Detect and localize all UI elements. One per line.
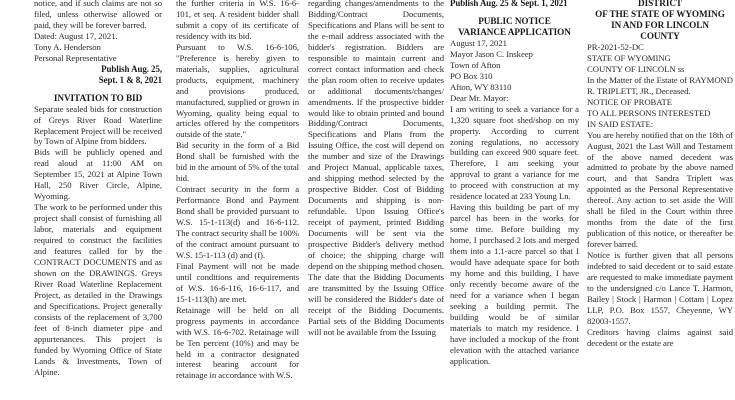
address-line-4: Afton, WY 83110 xyxy=(450,81,512,92)
bid-criteria-paragraph: the further criteria in W.S. 16-6-101, et seq. A resident bidder shall submit a copy of its certificate of residency with its bid. xyxy=(176,0,299,41)
column-1 xyxy=(34,0,162,377)
variance-paragraph-2: Having this building be part of my parcel has been in the works for some time. Before building my home, I purchased 2 lots and merged them into a 1.1-acre parcel so that I would have adequate space for both my home and this building. I have only recently become aware of the need for a variance when I began seeking a building permit. The building would be of similar materials to match my residence. I have included a mockup of the front elevation with the attached variance application. xyxy=(450,202,579,366)
notice-of-probate-line-2: TO ALL PERSONS INTERESTED xyxy=(587,107,711,118)
signer-title: Personal Representative xyxy=(34,52,117,63)
bidding-documents-paragraph: regarding changes/amendments to the Bidding/Contract Documents, Specifications and Plans will be sent to the e-mail address associated with the bidder's registration. Bidders are responsible to maintain current and correct contact information and check the plan room often to receive updates or additional documents/changes/ amendments. If the prospective bidder would like to obtain printed and bound Bidding/Contract Documents, Specifications and Plans from the Issuing Office, the cost will depend on the number and size of the Drawings and Project Manual, applicable taxes, and shipping method selected by the prospective Bidder. Cost of Bidding Documents and shipping is non-refundable. Upon Issuing Office's receipt of payment, printed Bidding Documents will be sent via the prospective Bidder's delivery method of choice; the shipping charge will depend on the shipping method chosen. The date that the Bidding Documents are transmitted by the Issuing Office will be considered the Bidder's date of receipt of the Bidding Documents. Partial sets of the Bidding Documents will not be available from the Issuing xyxy=(308,0,444,337)
publish-dates-line-2: Sept. 1 & 8, 2021 xyxy=(98,74,162,85)
probate-paragraph-2: Notice is further given that all persons indebted to said decedent or to said estate are requested to make immediate payment to the undersigned c/o Lance T. Harmon, Bailey | Stock | Harmon | Cottam | Lopez LLP, P.O. Box 1557, Cheyenne, WY 82003-1557. xyxy=(587,250,733,326)
case-number: PR-2021-52-DC xyxy=(587,42,644,52)
notice-of-probate-line-3: IN SAID ESTATE: xyxy=(587,118,654,129)
retainage-paragraph: Retainage will be held on all progress payments in accordance with W.S. 16-6-702. Retainage will be Ten percent (10%) and may be held in a contractor designated interest bearing account for retainage in accordance with W.S. xyxy=(176,304,299,381)
court-heading-line-3: IN AND FOR LINCOLN xyxy=(611,20,709,30)
variance-application-heading: VARIANCE APPLICATION xyxy=(458,26,571,37)
court-heading-line-1: DISTRICT xyxy=(637,0,683,8)
preference-paragraph: Pursuant to W.S. 16-6-106, "Preference is hereby given to materials, supplies, agricultural products, equipment, machinery and provisions produced, manufactured, supplied or grown in Wyoming, quality being equal to articles offered by the competitors outside of the state." xyxy=(176,41,299,140)
publish-dates-line-1: Publish Aug. 25, xyxy=(101,63,162,74)
probate-paragraph-3: Creditors having claims against said decedent or the estate are xyxy=(587,326,733,348)
estate-matter: In the Matter of the Estate of RAYMOND R. TRIPLETT, JR., Deceased. xyxy=(587,74,733,96)
variance-paragraph-1: I am writing to seek a variance for a 1,320 square foot shed/shop on my property. According to current zoning regulations, no accessory building can exceed 900 square feet. Therefore, I am seeking your approval to grant a variance for me to proceed with construction at my residence located at 233 Young Ln. xyxy=(450,103,579,202)
column-4 xyxy=(450,0,579,367)
address-line-2: Town of Afton xyxy=(450,59,501,70)
column-2 xyxy=(176,0,299,381)
court-heading-line-4: COUNTY xyxy=(640,31,680,41)
publish-dates: Publish Aug. 25 & Sept. 1, 2021 xyxy=(450,0,568,8)
letter-date: August 17, 2021 xyxy=(450,37,507,48)
final-payment-paragraph: Final Payment will not be made until conditions and requirements of W.S. 16-6-116, 16-6-117, and 15-1-113(h) are met. xyxy=(176,260,299,304)
column-5 xyxy=(587,0,733,349)
bid-paragraph-3: The work to be performed under this project shall consist of furnishing all labor, materials and equipment required to construct the facilities and features called for by the CONTRACT DOCUMENTS and as shown on the DRAWINGS. Greys River Road Waterline Replacement Project, as detailed in the Drawings and Specifications. Project generally consists of the replacement of 3,700 feet of 8-inch diameter pipe and appurtenances. This project is funded by Wyoming Office of State Lands & Investments, Town of Alpine. xyxy=(34,202,162,377)
notice-of-probate-line-1: NOTICE OF PROBATE xyxy=(587,96,673,107)
court-heading-line-2: OF THE STATE OF WYOMING xyxy=(595,9,725,19)
column-3 xyxy=(308,0,444,338)
signer-name: Tony A. Henderson xyxy=(34,41,101,52)
bid-security-paragraph: Bid security in the form of a Bid Bond shall be furnished with the bid in the amount of 5% of the total bid. xyxy=(176,140,299,184)
contract-security-paragraph: Contract security in the form a Performance Bond and Payment Bond shall be provided pursuant to W.S. 15-1-113(d) and 16-6-112. The contract security shall be 100% of the contract amount pursuant to W.S. 15-1-113 (d) and (f). xyxy=(176,184,299,260)
invitation-to-bid-heading: INVITATION TO BID xyxy=(53,92,143,103)
dated-line: Dated: August 17, 2021. xyxy=(34,30,118,41)
state-line: STATE OF WYOMING xyxy=(587,52,671,63)
estate-notice-continuation: notice, and if such claims are not so filed, unless otherwise allowed or paid, they will be forever barred. xyxy=(34,0,162,30)
bid-paragraph-1: Separate sealed bids for construction of Greys River Road Waterline Replacement Project will be received by Town of Alpine from bidders. xyxy=(34,103,162,147)
address-line-3: PO Box 310 xyxy=(450,70,493,81)
probate-paragraph-1: You are hereby notified that on the 18th of August, 2021 the Last Will and Testament of the above named decedent was admitted to probate by the above named court, and that Sandra Triplett was appointed as the Personal Representative thereof. Any action to set aside the Will shall be filed in the Court within three months from the date of the first publication of this notice, or thereafter be forever barred. xyxy=(587,129,733,250)
address-line-1: Mayor Jason C. Inskeep xyxy=(450,48,533,59)
bid-paragraph-2: Bids will be publicly opened and read aloud at 11:00 AM on September 15, 2021 at Alpine Town Hall, 250 River Circle, Alpine, Wyoming. xyxy=(34,147,162,202)
public-notice-heading: PUBLIC NOTICE xyxy=(478,15,551,26)
county-line: COUNTY OF LINCOLN ss xyxy=(587,63,685,74)
salutation: Dear Mr. Mayor: xyxy=(450,92,509,103)
